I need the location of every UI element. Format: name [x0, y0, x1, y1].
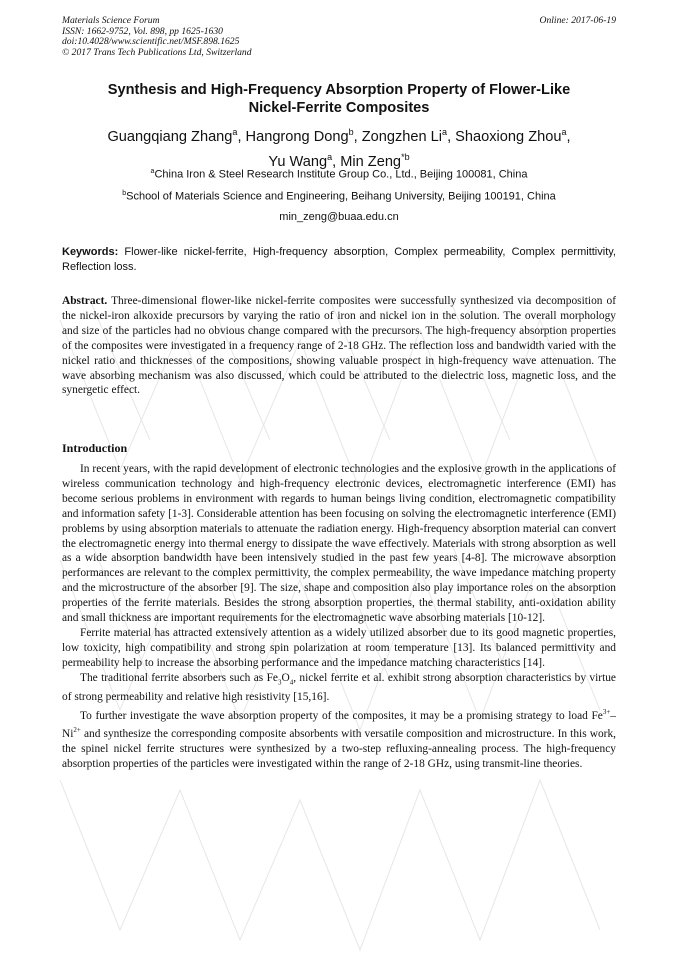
author-name: Guangqiang Zhang [107, 128, 233, 145]
abstract-label: Abstract. [62, 295, 108, 307]
journal-copyright: © 2017 Trans Tech Publications Ltd, Switzerland [62, 46, 252, 58]
paragraph: The traditional ferrite absorbers such as $Fe_3O_4$, nickel ferrite et al. exhibit strong absorption characteristics by virtue of strong permeability and relative high resistivity [15,16]. [62, 671, 616, 703]
author-separator: , [332, 153, 341, 170]
online-date: Online: 2017-06-19 [539, 15, 616, 26]
author-separator: , [447, 128, 456, 145]
journal-doi: doi:10.4028/www.scientific.net/MSF.898.1625 [62, 36, 240, 47]
author-name: Zongzhen Li [361, 128, 443, 145]
author-name: Yu Wang [268, 153, 328, 170]
keywords [62, 245, 616, 274]
author-list [62, 122, 616, 172]
affiliation-text: School of Materials Science and Engineering, Beihang University, Beijing 100191, China [126, 190, 556, 203]
abstract [62, 294, 616, 398]
affiliation-mark: a [150, 168, 155, 175]
title-line-1: Synthesis and High-Frequency Absorption Property of Flower-Like [107, 82, 571, 98]
journal-name: Materials Science Forum [62, 15, 160, 26]
abstract-text: Three-dimensional flower-like nickel-ferrite composites were successfully synthesized via decomposition of the nickel-iron alkoxide precursors by varying the ratio of iron and nickel ion in the solution. The overall morphology and size of the particles had no obvious change compared with the precursors. The high-frequency absorption properties of the composites were investigated in a frequency range of 2-18 GHz. The reflection loss and bandwidth varied with the nickel ratio and thicknesses of the compositions, showing valuable prospect in high-frequency wave attenuation. The wave absorbing mechanism was also discussed, which could be attributed to the dielectric loss, magnetic loss, and the synergetic effect. [62, 295, 616, 397]
author-affiliation-mark: a [232, 127, 238, 137]
journal-issn: ISSN: 1662-9752, Vol. 898, pp 1625-1630 [62, 25, 223, 37]
author-affiliation-mark: a [561, 127, 567, 137]
affiliation-mark: b [122, 190, 127, 197]
keywords-text: Flower-like nickel-ferrite, High-frequency absorption, Complex permeability, Complex permittivity, Reflection loss. [62, 246, 616, 273]
affiliation-b [62, 190, 616, 203]
title-line-2: Nickel-Ferrite Composites [248, 100, 430, 116]
author-name: Shaoxiong Zhou [455, 128, 562, 145]
author-affiliation-mark: a [327, 151, 333, 162]
paper-title [62, 81, 616, 117]
keywords-label: Keywords: [62, 246, 119, 258]
author-separator: , [237, 128, 246, 145]
author-affiliation-mark: b [348, 127, 354, 137]
affiliation-text: China Iron & Steel Research Institute Group Co., Ltd., Beijing 100081, China [154, 168, 528, 181]
author-name: Hangrong Dong [245, 128, 349, 145]
paragraph: Ferrite material has attracted extensively attention as a widely utilized absorber due to its good magnetic properties, low toxicity, high compatibility and strong spin polarization at room temperature [13]. Its balanced permittivity and permeability help to increase the absorbing performance and the impedance matching characteristics [14]. [62, 626, 616, 669]
author-name: Min Zeng [340, 153, 402, 170]
section-heading-introduction: Introduction [62, 441, 128, 455]
author-affiliation-mark: a [442, 127, 448, 137]
author-affiliation-mark: *b [401, 151, 410, 162]
author-separator: , [353, 128, 362, 145]
author-separator: , [566, 128, 571, 145]
paragraph: In recent years, with the rapid development of electronic technologies and the explosive growth in the applications of wireless communication technology and high-frequency electronic devices, electromagnetic interference (EMI) has become serious problems in environment with regards to human beings living condition, electromagnetic compatibility and information safety [1-3]. Considerable attention has been focusing on solving the electromagnetic interference (EMI) problems by using absorption materials to attenuate the radiation energy. High-frequency absorption material can convert the electromagnetic energy into thermal energy to dissipate the wave effectively. Materials with strong absorption as well as a wide absorption bandwidth have been intensively studied in the past few years [4-8]. The microwave absorption performances are relevant to the complex permittivity, the complex permeability, the wave impedance matching property and the microstructure of the absorber [9]. The size, shape and composition also play importance roles on the absorption properties of the ferrite materials. Besides the strong absorption properties, the thermal stability, anti-oxidation ability and small thickness are important requirements for the electromagnetic wave absorbing materials [10-12]. [62, 463, 616, 625]
paragraph: To further investigate the wave absorption property of the composites, it may be a promising strategy to load $Fe^{3+}-Ni^{2+}$ and synthesize the corresponding composite absorbents with versatile composition and microstructure. In this work, the spinel nickel ferrite structures were synthesized by a two-step refluxing-annealing process. The high-frequency absorption properties of the particles were investigated within the range of 2-18 GHz, using transmit-line theories. [62, 707, 616, 771]
introduction-body [62, 462, 616, 772]
journal-header [62, 16, 616, 58]
corresponding-email: min_zeng@buaa.edu.cn [279, 211, 399, 223]
affiliation-a [62, 168, 616, 181]
